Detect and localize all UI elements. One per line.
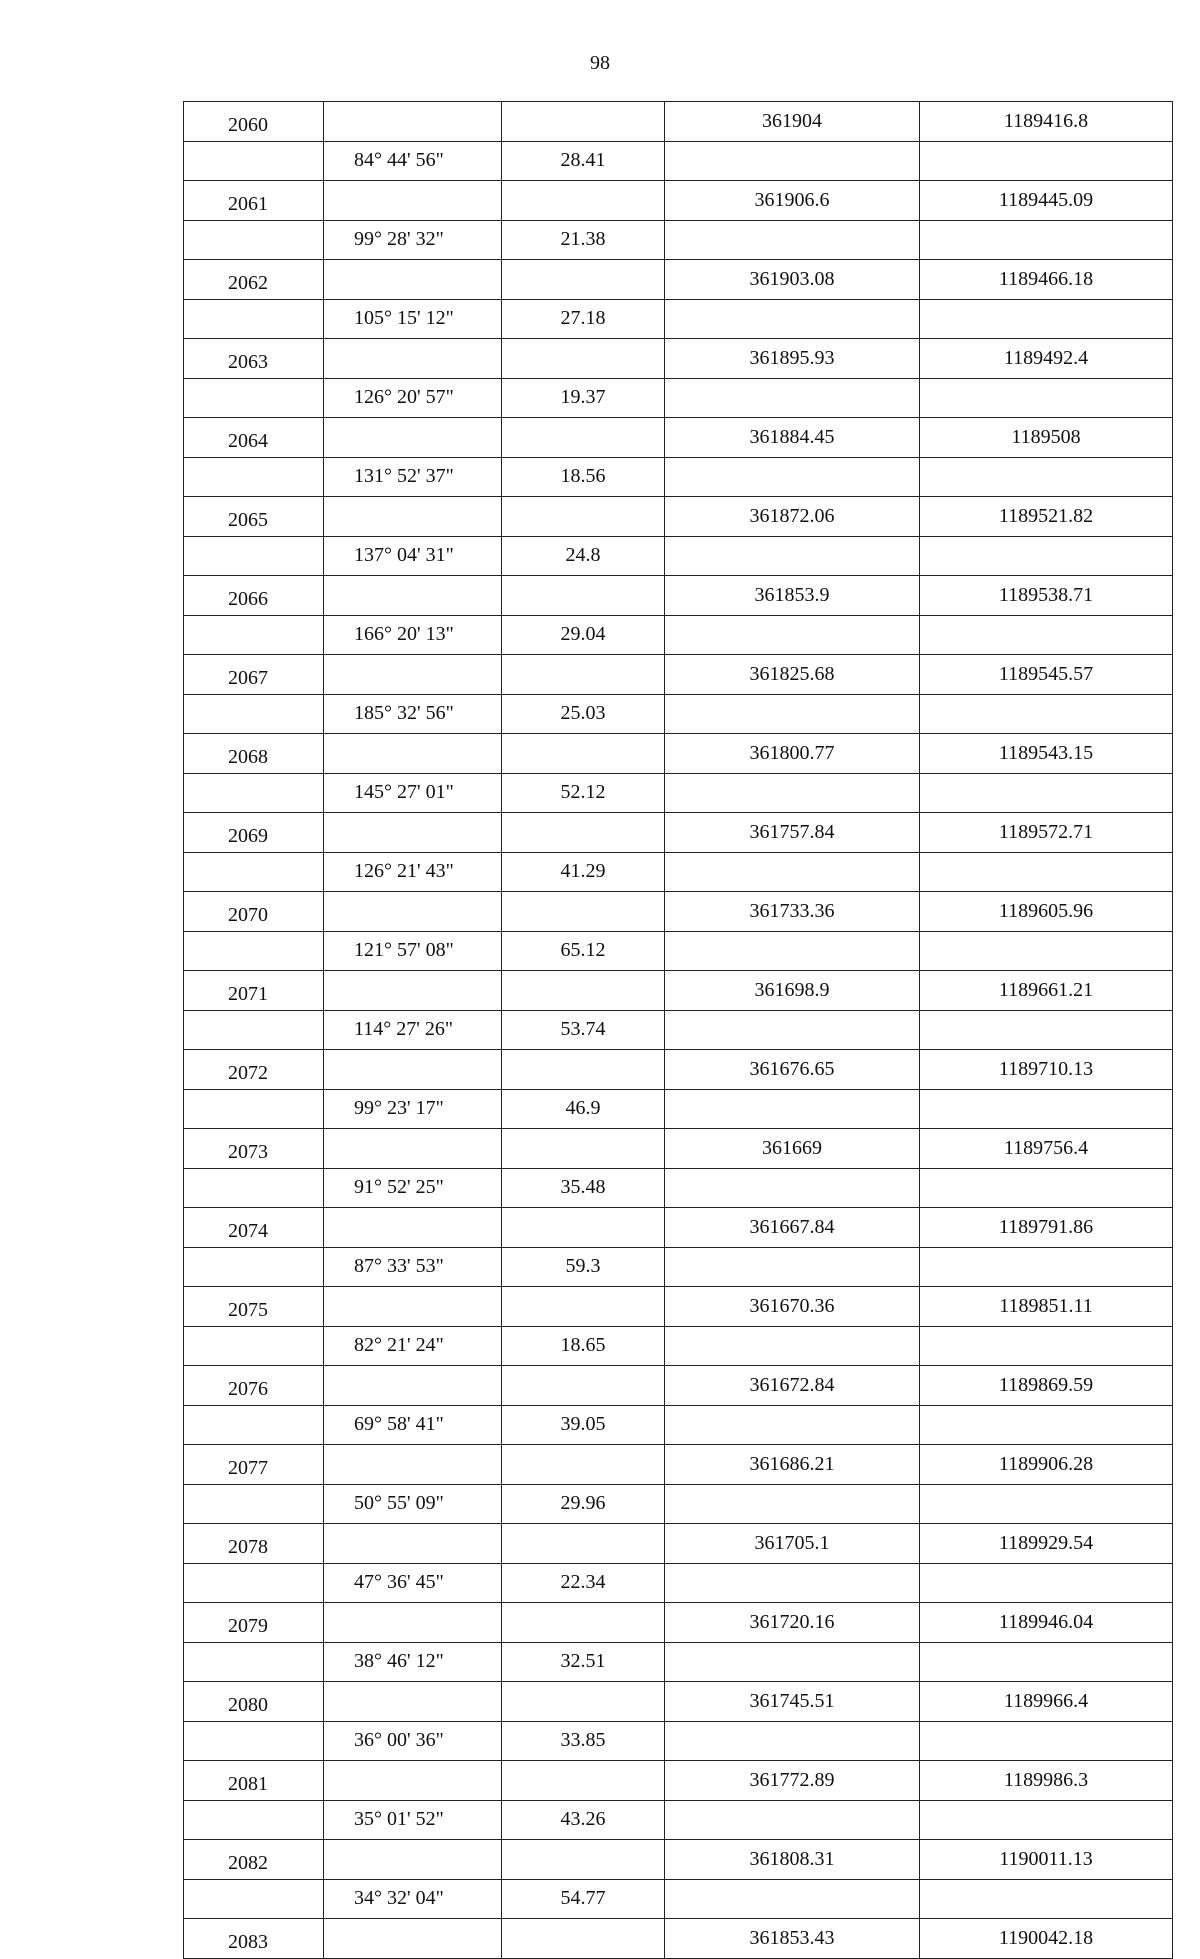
easting-cell: 1189756.4 [920, 1129, 1173, 1169]
northing-cell: 361895.93 [665, 339, 920, 379]
empty-cell [502, 1445, 665, 1485]
northing-cell: 361745.51 [665, 1682, 920, 1722]
station-cell: 2082 [184, 1840, 324, 1880]
easting-cell: 1189710.13 [920, 1050, 1173, 1090]
empty-cell [324, 734, 502, 774]
distance-cell: 54.77 [502, 1879, 665, 1919]
bearing-cell: 99° 23' 17" [324, 1089, 502, 1129]
empty-cell [920, 1405, 1173, 1445]
northing-cell: 361670.36 [665, 1287, 920, 1327]
bearing-cell: 121° 57' 08" [324, 931, 502, 971]
empty-cell [324, 1761, 502, 1801]
empty-cell [324, 1682, 502, 1722]
empty-cell [665, 694, 920, 734]
northing-cell: 361686.21 [665, 1445, 920, 1485]
station-cell: 2080 [184, 1682, 324, 1722]
bearing-cell: 166° 20' 13" [324, 615, 502, 655]
distance-cell: 39.05 [502, 1405, 665, 1445]
northing-cell: 361808.31 [665, 1840, 920, 1880]
leg-row [184, 1326, 1173, 1366]
empty-cell [324, 1208, 502, 1248]
distance-cell: 25.03 [502, 694, 665, 734]
distance-cell: 46.9 [502, 1089, 665, 1129]
northing-cell: 361720.16 [665, 1603, 920, 1643]
point-row [184, 971, 1173, 1011]
station-cell: 2068 [184, 734, 324, 774]
station-cell: 2081 [184, 1761, 324, 1801]
empty-cell [184, 378, 324, 418]
empty-cell [502, 497, 665, 537]
empty-cell [324, 1840, 502, 1880]
leg-row [184, 1089, 1173, 1129]
leg-row [184, 1721, 1173, 1761]
empty-cell [184, 615, 324, 655]
bearing-cell: 99° 28' 32" [324, 220, 502, 260]
empty-cell [502, 1208, 665, 1248]
bearing-cell: 36° 00' 36" [324, 1721, 502, 1761]
empty-cell [920, 615, 1173, 655]
empty-cell [184, 1642, 324, 1682]
bearing-cell: 38° 46' 12" [324, 1642, 502, 1682]
empty-cell [920, 1563, 1173, 1603]
easting-cell: 1189416.8 [920, 102, 1173, 142]
empty-cell [324, 339, 502, 379]
easting-cell: 1189986.3 [920, 1761, 1173, 1801]
empty-cell [920, 1326, 1173, 1366]
distance-cell: 18.65 [502, 1326, 665, 1366]
empty-cell [920, 1721, 1173, 1761]
northing-cell: 361872.06 [665, 497, 920, 537]
empty-cell [184, 1484, 324, 1524]
empty-cell [324, 1445, 502, 1485]
point-row [184, 102, 1173, 142]
empty-cell [502, 1524, 665, 1564]
empty-cell [665, 299, 920, 339]
easting-cell: 1189445.09 [920, 181, 1173, 221]
northing-cell: 361884.45 [665, 418, 920, 458]
empty-cell [324, 1129, 502, 1169]
northing-cell: 361676.65 [665, 1050, 920, 1090]
easting-cell: 1189572.71 [920, 813, 1173, 853]
bearing-cell: 84° 44' 56" [324, 141, 502, 181]
empty-cell [184, 1010, 324, 1050]
empty-cell [324, 971, 502, 1011]
empty-cell [920, 852, 1173, 892]
empty-cell [324, 1524, 502, 1564]
easting-cell: 1189946.04 [920, 1603, 1173, 1643]
point-row [184, 1682, 1173, 1722]
easting-cell: 1189543.15 [920, 734, 1173, 774]
empty-cell [665, 220, 920, 260]
point-row [184, 418, 1173, 458]
empty-cell [665, 1721, 920, 1761]
station-cell: 2064 [184, 418, 324, 458]
northing-cell: 361800.77 [665, 734, 920, 774]
empty-cell [502, 1603, 665, 1643]
empty-cell [502, 655, 665, 695]
empty-cell [324, 892, 502, 932]
point-row [184, 1919, 1173, 1959]
empty-cell [665, 1879, 920, 1919]
empty-cell [665, 773, 920, 813]
northing-cell: 361698.9 [665, 971, 920, 1011]
easting-cell: 1190011.13 [920, 1840, 1173, 1880]
empty-cell [324, 418, 502, 458]
empty-cell [665, 615, 920, 655]
bearing-cell: 82° 21' 24" [324, 1326, 502, 1366]
empty-cell [184, 694, 324, 734]
station-cell: 2077 [184, 1445, 324, 1485]
easting-cell: 1189869.59 [920, 1366, 1173, 1406]
page-number: 98 [590, 52, 610, 74]
station-cell: 2070 [184, 892, 324, 932]
empty-cell [184, 773, 324, 813]
distance-cell: 18.56 [502, 457, 665, 497]
empty-cell [665, 536, 920, 576]
empty-cell [184, 141, 324, 181]
distance-cell: 52.12 [502, 773, 665, 813]
empty-cell [324, 102, 502, 142]
empty-cell [665, 1089, 920, 1129]
leg-row [184, 931, 1173, 971]
northing-cell: 361772.89 [665, 1761, 920, 1801]
leg-row [184, 299, 1173, 339]
distance-cell: 59.3 [502, 1247, 665, 1287]
empty-cell [184, 1247, 324, 1287]
station-cell: 2079 [184, 1603, 324, 1643]
easting-cell: 1189966.4 [920, 1682, 1173, 1722]
empty-cell [502, 1840, 665, 1880]
distance-cell: 22.34 [502, 1563, 665, 1603]
empty-cell [665, 378, 920, 418]
point-row [184, 892, 1173, 932]
point-row [184, 1366, 1173, 1406]
empty-cell [920, 299, 1173, 339]
point-row [184, 1129, 1173, 1169]
leg-row [184, 1563, 1173, 1603]
northing-cell: 361667.84 [665, 1208, 920, 1248]
empty-cell [920, 1089, 1173, 1129]
easting-cell: 1190042.18 [920, 1919, 1173, 1959]
empty-cell [502, 1761, 665, 1801]
northing-cell: 361853.43 [665, 1919, 920, 1959]
station-cell: 2069 [184, 813, 324, 853]
empty-cell [502, 971, 665, 1011]
northing-cell: 361904 [665, 102, 920, 142]
empty-cell [324, 655, 502, 695]
empty-cell [920, 1168, 1173, 1208]
empty-cell [324, 1050, 502, 1090]
point-row [184, 1840, 1173, 1880]
empty-cell [324, 260, 502, 300]
point-row [184, 181, 1173, 221]
bearing-cell: 137° 04' 31" [324, 536, 502, 576]
easting-cell: 1189521.82 [920, 497, 1173, 537]
empty-cell [502, 813, 665, 853]
easting-cell: 1189851.11 [920, 1287, 1173, 1327]
distance-cell: 24.8 [502, 536, 665, 576]
northing-cell: 361672.84 [665, 1366, 920, 1406]
empty-cell [502, 1129, 665, 1169]
distance-cell: 43.26 [502, 1800, 665, 1840]
empty-cell [324, 813, 502, 853]
empty-cell [665, 1642, 920, 1682]
northing-cell: 361853.9 [665, 576, 920, 616]
distance-cell: 32.51 [502, 1642, 665, 1682]
distance-cell: 29.04 [502, 615, 665, 655]
bearing-cell: 34° 32' 04" [324, 1879, 502, 1919]
empty-cell [665, 1010, 920, 1050]
easting-cell: 1189791.86 [920, 1208, 1173, 1248]
station-cell: 2065 [184, 497, 324, 537]
distance-cell: 27.18 [502, 299, 665, 339]
station-cell: 2063 [184, 339, 324, 379]
easting-cell: 1189906.28 [920, 1445, 1173, 1485]
station-cell: 2072 [184, 1050, 324, 1090]
empty-cell [184, 852, 324, 892]
bearing-cell: 91° 52' 25" [324, 1168, 502, 1208]
empty-cell [502, 1919, 665, 1959]
empty-cell [920, 220, 1173, 260]
northing-cell: 361825.68 [665, 655, 920, 695]
empty-cell [502, 260, 665, 300]
empty-cell [184, 220, 324, 260]
bearing-cell: 185° 32' 56" [324, 694, 502, 734]
empty-cell [324, 1919, 502, 1959]
empty-cell [920, 1247, 1173, 1287]
station-cell: 2071 [184, 971, 324, 1011]
easting-cell: 1189605.96 [920, 892, 1173, 932]
empty-cell [920, 1800, 1173, 1840]
empty-cell [184, 931, 324, 971]
easting-cell: 1189508 [920, 418, 1173, 458]
bearing-cell: 35° 01' 52" [324, 1800, 502, 1840]
empty-cell [665, 457, 920, 497]
distance-cell: 65.12 [502, 931, 665, 971]
empty-cell [920, 1010, 1173, 1050]
empty-cell [184, 457, 324, 497]
empty-cell [502, 1050, 665, 1090]
distance-cell: 35.48 [502, 1168, 665, 1208]
leg-row [184, 615, 1173, 655]
empty-cell [665, 1484, 920, 1524]
bearing-cell: 50° 55' 09" [324, 1484, 502, 1524]
empty-cell [184, 1563, 324, 1603]
distance-cell: 19.37 [502, 378, 665, 418]
easting-cell: 1189929.54 [920, 1524, 1173, 1564]
distance-cell: 41.29 [502, 852, 665, 892]
station-cell: 2067 [184, 655, 324, 695]
northing-cell: 361669 [665, 1129, 920, 1169]
point-row [184, 339, 1173, 379]
point-row [184, 1050, 1173, 1090]
leg-row [184, 852, 1173, 892]
leg-row [184, 773, 1173, 813]
point-row [184, 813, 1173, 853]
leg-row [184, 1484, 1173, 1524]
leg-row [184, 1642, 1173, 1682]
bearing-cell: 126° 20' 57" [324, 378, 502, 418]
bearing-cell: 114° 27' 26" [324, 1010, 502, 1050]
empty-cell [184, 299, 324, 339]
empty-cell [665, 852, 920, 892]
bearing-cell: 47° 36' 45" [324, 1563, 502, 1603]
empty-cell [324, 576, 502, 616]
leg-row [184, 1168, 1173, 1208]
easting-cell: 1189545.57 [920, 655, 1173, 695]
empty-cell [665, 1326, 920, 1366]
empty-cell [184, 1879, 324, 1919]
empty-cell [920, 694, 1173, 734]
empty-cell [502, 576, 665, 616]
empty-cell [920, 1484, 1173, 1524]
empty-cell [502, 734, 665, 774]
northing-cell: 361906.6 [665, 181, 920, 221]
leg-row [184, 1247, 1173, 1287]
leg-row [184, 694, 1173, 734]
distance-cell: 28.41 [502, 141, 665, 181]
bearing-cell: 131° 52' 37" [324, 457, 502, 497]
station-cell: 2076 [184, 1366, 324, 1406]
empty-cell [324, 181, 502, 221]
empty-cell [665, 1168, 920, 1208]
bearing-cell: 69° 58' 41" [324, 1405, 502, 1445]
leg-row [184, 457, 1173, 497]
leg-row [184, 141, 1173, 181]
point-row [184, 1445, 1173, 1485]
easting-cell: 1189466.18 [920, 260, 1173, 300]
empty-cell [920, 378, 1173, 418]
empty-cell [184, 1405, 324, 1445]
station-cell: 2083 [184, 1919, 324, 1959]
easting-cell: 1189492.4 [920, 339, 1173, 379]
point-row [184, 1603, 1173, 1643]
empty-cell [324, 1287, 502, 1327]
bearing-cell: 87° 33' 53" [324, 1247, 502, 1287]
empty-cell [184, 1168, 324, 1208]
empty-cell [920, 773, 1173, 813]
empty-cell [324, 1366, 502, 1406]
empty-cell [665, 1247, 920, 1287]
point-row [184, 1208, 1173, 1248]
empty-cell [502, 1366, 665, 1406]
station-cell: 2075 [184, 1287, 324, 1327]
point-row [184, 655, 1173, 695]
leg-row [184, 536, 1173, 576]
empty-cell [502, 339, 665, 379]
point-row [184, 734, 1173, 774]
empty-cell [665, 1405, 920, 1445]
empty-cell [665, 1563, 920, 1603]
survey-coordinates-table [183, 101, 1173, 1959]
empty-cell [184, 1326, 324, 1366]
point-row [184, 497, 1173, 537]
leg-row [184, 1879, 1173, 1919]
northing-cell: 361903.08 [665, 260, 920, 300]
distance-cell: 29.96 [502, 1484, 665, 1524]
station-cell: 2060 [184, 102, 324, 142]
station-cell: 2062 [184, 260, 324, 300]
northing-cell: 361705.1 [665, 1524, 920, 1564]
empty-cell [502, 1682, 665, 1722]
empty-cell [920, 141, 1173, 181]
empty-cell [184, 1800, 324, 1840]
empty-cell [502, 102, 665, 142]
leg-row [184, 378, 1173, 418]
empty-cell [920, 1642, 1173, 1682]
bearing-cell: 145° 27' 01" [324, 773, 502, 813]
empty-cell [665, 931, 920, 971]
station-cell: 2066 [184, 576, 324, 616]
point-row [184, 1524, 1173, 1564]
empty-cell [665, 141, 920, 181]
bearing-cell: 105° 15' 12" [324, 299, 502, 339]
empty-cell [920, 931, 1173, 971]
point-row [184, 1761, 1173, 1801]
point-row [184, 576, 1173, 616]
empty-cell [324, 1603, 502, 1643]
bearing-cell: 126° 21' 43" [324, 852, 502, 892]
empty-cell [502, 418, 665, 458]
northing-cell: 361733.36 [665, 892, 920, 932]
northing-cell: 361757.84 [665, 813, 920, 853]
point-row [184, 260, 1173, 300]
leg-row [184, 1405, 1173, 1445]
station-cell: 2073 [184, 1129, 324, 1169]
point-row [184, 1287, 1173, 1327]
empty-cell [920, 536, 1173, 576]
empty-cell [920, 1879, 1173, 1919]
empty-cell [502, 1287, 665, 1327]
easting-cell: 1189538.71 [920, 576, 1173, 616]
empty-cell [502, 181, 665, 221]
empty-cell [665, 1800, 920, 1840]
survey-table-body [184, 102, 1173, 1959]
leg-row [184, 1800, 1173, 1840]
empty-cell [502, 892, 665, 932]
empty-cell [920, 457, 1173, 497]
empty-cell [184, 1721, 324, 1761]
leg-row [184, 1010, 1173, 1050]
station-cell: 2074 [184, 1208, 324, 1248]
station-cell: 2061 [184, 181, 324, 221]
leg-row [184, 220, 1173, 260]
easting-cell: 1189661.21 [920, 971, 1173, 1011]
distance-cell: 33.85 [502, 1721, 665, 1761]
empty-cell [184, 536, 324, 576]
empty-cell [184, 1089, 324, 1129]
distance-cell: 53.74 [502, 1010, 665, 1050]
empty-cell [324, 497, 502, 537]
station-cell: 2078 [184, 1524, 324, 1564]
distance-cell: 21.38 [502, 220, 665, 260]
